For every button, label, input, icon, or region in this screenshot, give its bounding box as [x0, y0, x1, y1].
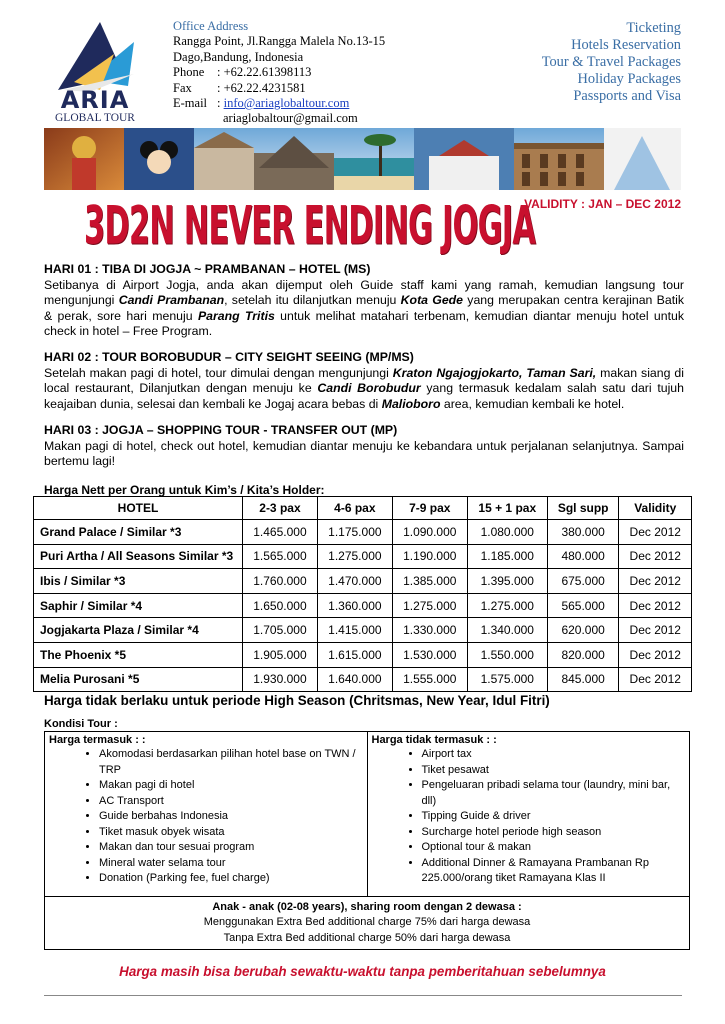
child-pricing-note: [45, 897, 690, 950]
list-item: • Tipping Guide & driver: [422, 809, 686, 825]
day-2-heading: HARI 02 : TOUR BOROBUDUR – CITY SEIGHT SEEING (MP/MS): [44, 350, 414, 364]
col-sgl-supp: Sgl supp: [547, 497, 619, 520]
list-item: • Surcharge hotel periode high season: [422, 825, 686, 841]
list-item: • Donation (Parking fee, fuel charge): [99, 871, 363, 887]
logo-wordmark: ARIA: [60, 86, 130, 114]
list-item: • Akomodasi berdasarkan pilihan hotel base on TWN / TRP: [99, 747, 363, 778]
list-item: • AC Transport: [99, 794, 363, 810]
day-1: [44, 262, 684, 340]
included-list: [49, 747, 363, 887]
child-title: Anak - anak (02-08 years), sharing room dengan 2 dewasa :: [212, 901, 522, 913]
col-7-9-pax: 7-9 pax: [392, 497, 467, 520]
day-1-heading: HARI 01 : TIBA DI JOGJA ~ PRAMBANAN – HOTEL (MS): [44, 262, 371, 276]
fax-label: Fax: [173, 80, 192, 95]
table-row: Saphir / Similar *4 1.650.000 1.360.000 1.275.000 1.275.000 565.000 Dec 2012: [34, 593, 692, 618]
tour-conditions-table: [44, 731, 690, 950]
service-holiday: Holiday Packages: [577, 71, 681, 87]
col-4-6-pax: 4-6 pax: [317, 497, 392, 520]
col-2-3-pax: 2-3 pax: [243, 497, 318, 520]
service-passports: Passports and Visa: [573, 88, 681, 104]
child-line-2: Tanpa Extra Bed additional charge 50% dari harga dewasa: [223, 931, 511, 944]
company-logo: [44, 20, 146, 124]
child-line-1: Menggunakan Extra Bed additional charge 75% dari harga dewasa: [203, 916, 531, 929]
email-2: ariaglobaltour@gmail.com: [223, 111, 358, 126]
address-line-2: Dago,Bandung, Indonesia: [173, 49, 304, 64]
table-row: Puri Artha / All Seasons Similar *3 1.565.000 1.275.000 1.190.000 1.185.000 480.000 Dec 2012: [34, 544, 692, 569]
office-address: [173, 19, 385, 127]
included-title: Harga termasuk : :: [49, 734, 146, 746]
day-2-body: Setelah makan pagi di hotel, tour dimulai dengan mengunjungi Kraton Ngajogjokarto, Taman Sari, makan siang di local restaurant, Dilanjutkan dengan menuju ke Candi Borobudur yang termasuk kedalam salah satu dari tujuh keajaiban dunia, selesai dan kembali ke Jogaj acara bebas di Malioboro area, kemudian kembali ke hotel.: [44, 365, 684, 411]
list-item: • Pengeluaran pribadi selama tour (laundry, mini bar, dll): [422, 778, 686, 809]
footer-divider: [44, 995, 682, 996]
day-3-body: Makan pagi di hotel, check out hotel, kemudian diantar menuju ke kebandara untuk perjalanan selanjutnya. Sampai bertemu lagi!: [44, 438, 684, 468]
services-list: [542, 20, 681, 105]
price-header-row: [34, 497, 692, 520]
table-row: Grand Palace / Similar *3 1.465.000 1.175.000 1.090.000 1.080.000 380.000 Dec 2012: [34, 520, 692, 545]
day-3-heading: HARI 03 : JOGJA – SHOPPING TOUR - TRANSFER OUT (MP): [44, 423, 398, 437]
email-link[interactable]: info@ariaglobaltour.com: [223, 96, 350, 111]
excluded-list: [372, 747, 686, 887]
table-row: Ibis / Similar *3 1.760.000 1.470.000 1.385.000 1.395.000 675.000 Dec 2012: [34, 569, 692, 594]
col-15-1-pax: 15 + 1 pax: [467, 497, 547, 520]
list-item: • Tiket masuk obyek wisata: [99, 825, 363, 841]
table-row: Jogjakarta Plaza / Similar *4 1.705.000 1.415.000 1.330.000 1.340.000 620.000 Dec 2012: [34, 618, 692, 643]
day-1-body: Setibanya di Airport Jogja, anda akan dijemput oleh Guide staff kami yang ramah, kemudian langsung tour mengunjungi Candi Prambanan, setelah itu dilanjutkan menuju Kota Gede yang merupakan centra kerajinan Batik & perak, sore hari menuju Parang Tritis untuk melihat matahari terbenam, kemudian diantar menuju hotel untuk check in hotel – Free Program.: [44, 277, 685, 338]
fax-value: : +62.22.4231581: [217, 80, 306, 95]
service-tour: Tour & Travel Packages: [541, 54, 681, 70]
excluded-title: Harga tidak termasuk : :: [371, 734, 497, 746]
email-label: E-mail: [173, 96, 208, 111]
high-season-note: Harga tidak berlaku untuk periode High Season (Chritsmas, New Year, Idul Fitri): [44, 693, 550, 708]
service-ticketing: Ticketing: [626, 20, 681, 36]
table-row: The Phoenix *5 1.905.000 1.615.000 1.530.000 1.550.000 820.000 Dec 2012: [34, 642, 692, 667]
list-item: • Mineral water selama tour: [99, 856, 363, 872]
validity-label: VALIDITY : JAN – DEC 2012: [524, 197, 681, 211]
phone-label: Phone: [173, 65, 205, 80]
price-disclaimer: Harga masih bisa berubah sewaktu-waktu tanpa pemberitahuan sebelumnya: [119, 964, 606, 979]
list-item: • Tiket pesawat: [422, 763, 686, 779]
email-prefix: :: [217, 96, 221, 111]
day-3: [44, 423, 684, 470]
banner-collage-image: [44, 128, 681, 190]
destination-banner: [44, 128, 681, 190]
office-heading: Office Address: [173, 19, 249, 33]
list-item: • Additional Dinner & Ramayana Prambanan Rp 225.000/orang tiket Ramayana Klas II: [422, 856, 686, 887]
table-row: Melia Purosani *5 1.930.000 1.640.000 1.555.000 1.575.000 845.000 Dec 2012: [34, 667, 692, 692]
service-hotels: Hotels Reservation: [571, 37, 681, 53]
phone-value: : +62.22.61398113: [217, 65, 312, 80]
email-row: [173, 96, 385, 111]
day-2: [44, 350, 684, 412]
excluded-cell: [367, 732, 690, 897]
list-item: • Airport tax: [422, 747, 686, 763]
logo-subname: GLOBAL TOUR: [55, 112, 135, 124]
list-item: • Makan dan tour sesuai program: [99, 840, 363, 856]
list-item: • Optional tour & makan: [422, 840, 686, 856]
fax-row: [173, 81, 385, 96]
phone-row: [173, 65, 385, 80]
price-table: [33, 496, 692, 692]
kondisi-label: Kondisi Tour :: [44, 718, 118, 730]
address-line-1: Rangga Point, Jl.Rangga Malela No.13-15: [173, 34, 386, 49]
list-item: • Makan pagi di hotel: [99, 778, 363, 794]
col-validity: Validity: [619, 497, 692, 520]
col-hotel: HOTEL: [34, 497, 243, 520]
included-cell: [45, 732, 368, 897]
list-item: • Guide berbahas Indonesia: [99, 809, 363, 825]
price-caption: Harga Nett per Orang untuk Kim’s / Kita’s Holder:: [44, 483, 325, 497]
package-title: 3D2N NEVER ENDING JOGJA: [84, 196, 536, 257]
